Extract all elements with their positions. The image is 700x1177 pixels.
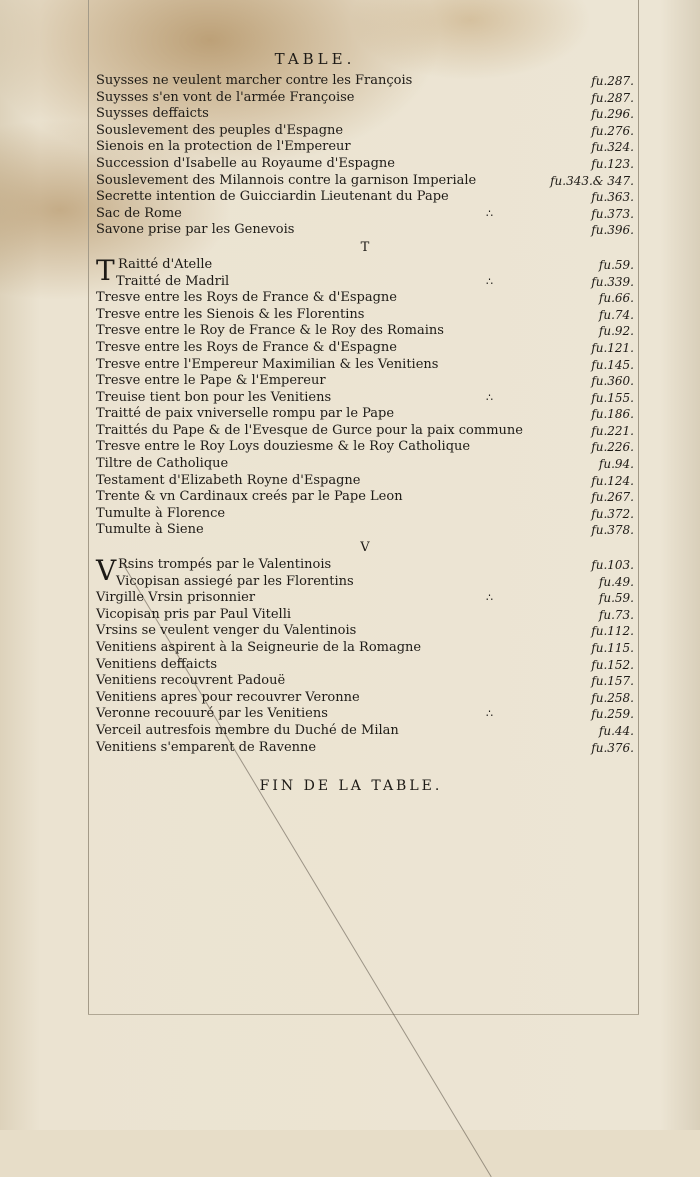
index-entry <box>96 390 634 407</box>
entry-text: Secrette intention de Guicciardin Lieutenant du Pape <box>96 189 449 205</box>
entry-text: Tresve entre l'Empereur Maximilian & les Venitiens <box>96 356 439 372</box>
index-entry <box>96 73 634 90</box>
folio-reference: fu.74. <box>598 307 634 322</box>
index-entry <box>96 340 634 357</box>
entry-text: Verceil autresfois membre du Duché de Milan <box>96 722 399 738</box>
index-entry <box>96 406 634 423</box>
right-margin-rule <box>638 0 639 1015</box>
folio-reference: fu.152. <box>591 657 634 672</box>
index-entry <box>96 106 634 123</box>
folio-reference: fu.44. <box>598 723 634 738</box>
folio-reference: fu.66. <box>598 291 634 306</box>
entry-text: Venitiens aspirent à la Seigneurie de la Romagne <box>96 640 422 655</box>
folio-reference: fu.59. <box>598 257 634 272</box>
entry-text: Rsins trompés par le Valentinois <box>118 557 332 573</box>
folio-reference: fu.124. <box>591 473 634 488</box>
index-entry <box>96 690 634 707</box>
entry-text: Treuise tient bon pour les Venitiens <box>96 389 332 405</box>
folio-reference: fu.258. <box>591 690 634 705</box>
folio-reference: fu.360. <box>591 374 634 389</box>
entry-text: Sienois en la protection de l'Empereur <box>96 139 351 155</box>
index-entry <box>96 274 634 291</box>
index-entry <box>96 139 634 156</box>
folio-reference: fu.226. <box>591 440 634 455</box>
folio-reference: fu.145. <box>591 357 634 372</box>
index-entry <box>96 123 634 140</box>
folio-reference: fu.115. <box>591 641 634 655</box>
closing-line: FIN DE LA TABLE. <box>259 778 443 794</box>
index-entry <box>96 323 634 340</box>
index-entry <box>96 222 634 239</box>
folio-reference: fu.155. <box>591 390 634 405</box>
entry-text: Tresve entre les Sienois & les Florentins <box>96 306 365 322</box>
index-entry <box>96 706 634 723</box>
entry-text: Veronne recouuré par les Venitiens <box>96 706 328 722</box>
entry-text: Tresve entre le Roy de France & le Roy des Romains <box>96 323 444 339</box>
section-v-entries <box>96 554 634 756</box>
section-t-entries <box>96 253 634 539</box>
drop-cap: T <box>96 253 115 287</box>
folio-reference: fu.94. <box>598 457 634 472</box>
entry-text: Venitiens apres pour recouvrer Veronne <box>96 689 360 705</box>
index-entry <box>96 90 634 107</box>
entry-text: Souslevement des Milannois contre la garnison Imperiale <box>96 172 477 188</box>
index-entry <box>96 640 634 657</box>
index-entry <box>96 590 634 607</box>
entry-text: Tresve entre le Roy Loys douziesme & le Roy Catholique <box>96 439 471 455</box>
index-entry <box>96 673 634 690</box>
index-entry <box>96 206 634 223</box>
printer-mark: ∴ <box>486 390 493 404</box>
index-entry <box>96 357 634 374</box>
folio-reference: fu.376. <box>591 740 634 755</box>
folio-reference: fu.221. <box>591 423 634 438</box>
folio-reference: fu.276. <box>591 123 634 138</box>
index-entry <box>96 173 634 190</box>
index-entry <box>96 657 634 674</box>
folio-reference: fu.112. <box>591 624 634 639</box>
index-entry <box>96 423 634 440</box>
folio-reference: fu.103. <box>591 558 634 573</box>
entry-text: Testament d'Elizabeth Royne d'Espagne <box>96 472 361 488</box>
folio-reference: fu.259. <box>591 707 634 722</box>
entry-text: Tresve entre les Roys de France & d'Espagne <box>96 290 397 306</box>
entry-text: Trente & vn Cardinaux creés par le Pape Leon <box>96 489 403 505</box>
drop-cap: V <box>96 554 117 588</box>
index-entry <box>96 189 634 206</box>
printer-mark: ∴ <box>486 206 493 220</box>
left-margin-rule <box>88 0 89 1015</box>
folio-reference: fu.59. <box>598 591 634 606</box>
entry-text: Tresve entre le Pape & l'Empereur <box>96 373 326 389</box>
printer-mark: ∴ <box>486 591 493 605</box>
entry-text: Tresve entre les Roys de France & d'Espagne <box>96 339 397 355</box>
folio-reference: fu.372. <box>591 506 634 521</box>
index-entries <box>96 73 634 756</box>
entry-text: Venitiens deffaicts <box>96 656 218 672</box>
folio-reference: fu.186. <box>591 407 634 422</box>
entry-text: Souslevement des peuples d'Espagne <box>96 122 344 138</box>
index-entry <box>96 473 634 490</box>
entry-text: Suysses s'en vont de l'armée Françoise <box>96 89 355 105</box>
index-entry <box>96 290 634 307</box>
index-entry <box>96 506 634 523</box>
entry-text: Vicopisan pris par Paul Vitelli <box>96 606 292 622</box>
running-title: TABLE. <box>274 50 356 68</box>
section-s-entries <box>96 73 634 239</box>
entry-text: Sac de Rome <box>96 205 182 221</box>
entry-text: Suysses ne veulent marcher contre les François <box>96 73 413 88</box>
entry-text: Virgille Vrsin prisonnier <box>96 590 256 606</box>
index-entry <box>96 740 634 757</box>
entry-text: Venitiens recouvrent Padouë <box>96 673 286 689</box>
index-entry <box>96 456 634 473</box>
entry-text: Savone prise par les Genevois <box>96 222 295 238</box>
entry-text: Succession d'Isabelle au Royaume d'Espagne <box>96 155 395 171</box>
index-entry <box>96 439 634 456</box>
folio-reference: fu.343.& 347. <box>550 173 634 188</box>
index-entry <box>96 623 634 640</box>
bottom-margin-rule <box>88 1014 639 1015</box>
index-entry <box>96 373 634 390</box>
folio-reference: fu.339. <box>591 274 634 289</box>
folio-reference: fu.121. <box>591 340 634 355</box>
section-heading-v: V <box>360 540 370 556</box>
entry-text: Traitté de paix vniverselle rompu par le Pape <box>96 406 395 422</box>
entry-text: Tiltre de Catholique <box>96 456 229 472</box>
folio-reference: fu.267. <box>591 490 634 505</box>
entry-text: Traittés du Pape & de l'Evesque de Gurce pour la paix commune <box>96 422 523 438</box>
folio-reference: fu.373. <box>591 206 634 221</box>
entry-text: Tumulte à Florence <box>96 505 226 521</box>
folio-reference: fu.157. <box>591 674 634 689</box>
folio-reference: fu.396. <box>591 223 634 238</box>
folio-reference: fu.363. <box>591 190 634 205</box>
index-entry <box>96 307 634 324</box>
entry-text: Venitiens s'emparent de Ravenne <box>96 739 317 755</box>
folio-reference: fu.92. <box>598 324 634 339</box>
index-entry <box>96 607 634 624</box>
entry-text: Traitté de Madril <box>116 273 230 289</box>
index-entry <box>96 522 634 539</box>
printer-mark: ∴ <box>486 707 493 721</box>
index-entry <box>96 723 634 740</box>
entry-text: Suysses deffaicts <box>96 106 209 122</box>
entry-text: Vicopisan assiegé par les Florentins <box>116 573 354 589</box>
entry-text: Vrsins se veulent venger du Valentinois <box>96 623 357 639</box>
folio-reference: fu.296. <box>591 107 634 122</box>
index-entry <box>96 156 634 173</box>
folio-reference: fu.378. <box>591 523 634 538</box>
printer-mark: ∴ <box>486 274 493 288</box>
index-entry <box>96 574 634 591</box>
folio-reference: fu.324. <box>591 140 634 155</box>
folio-reference: fu.49. <box>598 574 634 589</box>
folio-reference: fu.287. <box>591 90 634 105</box>
folio-reference: fu.287. <box>591 74 634 88</box>
index-entry <box>96 489 634 506</box>
entry-text: Raitté d'Atelle <box>118 256 213 272</box>
section-heading-t: T <box>360 239 370 255</box>
entry-text: Tumulte à Siene <box>96 522 204 538</box>
folio-reference: fu.73. <box>598 607 634 622</box>
folio-reference: fu.123. <box>591 156 634 171</box>
